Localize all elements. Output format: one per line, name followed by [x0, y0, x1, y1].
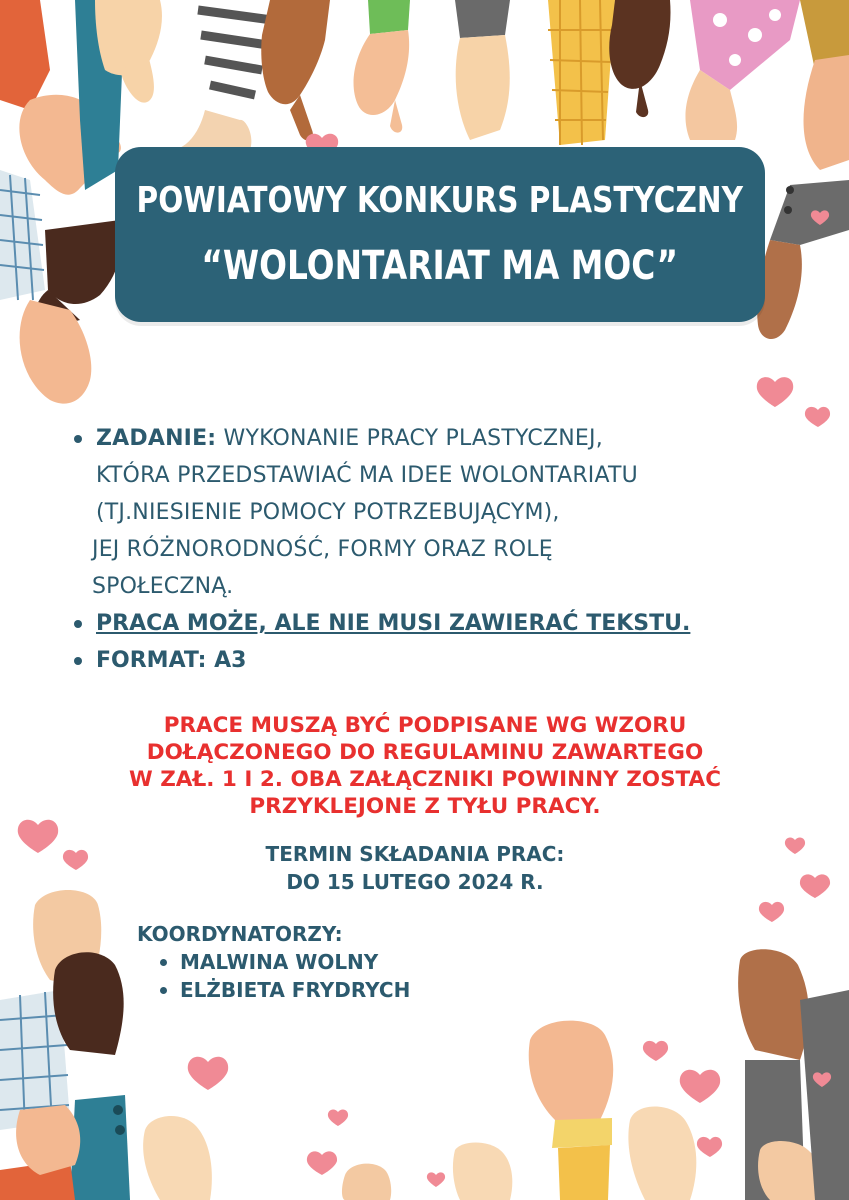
notice-line-1: PRACE MUSZĄ BYĆ PODPISANE WG WZORU	[163, 713, 687, 738]
task-line-1: WYKONANIE PRACY PLASTYCZNEJ,	[223, 426, 603, 451]
task-line-3: (TJ.NIESIENIE POMOCY POTRZEBUJĄCYM),	[96, 500, 560, 525]
format-item	[70, 642, 810, 679]
deadline-label: TERMIN SKŁADANIA PRAC:	[265, 842, 565, 866]
coordinators-title: KOORDYNATORZY:	[137, 922, 343, 946]
title-banner	[115, 147, 765, 322]
notice-line-2: DOŁĄCZONEGO DO REGULAMINU ZAWARTEGO	[146, 740, 704, 765]
signature-notice	[60, 712, 790, 820]
text-rule-item	[70, 605, 810, 642]
requirements-list	[70, 420, 810, 679]
deadline	[150, 840, 680, 896]
title-line-1: POWIATOWY KONKURS PLASTYCZNY	[136, 180, 744, 221]
format-text: FORMAT: A3	[96, 648, 247, 673]
notice-line-4: PRZYKLEJONE Z TYŁU PRACY.	[249, 794, 601, 819]
coordinator-name: MALWINA WOLNY	[158, 948, 410, 976]
task-item	[70, 420, 810, 605]
bottom-hands	[0, 890, 849, 1200]
text-rule: PRACA MOŻE, ALE NIE MUSI ZAWIERAĆ TEKSTU.	[96, 611, 691, 636]
task-line-2: KTÓRA PRZEDSTAWIAĆ MA IDEE WOLONTARIATU	[96, 463, 638, 488]
task-line-5: SPOŁECZNĄ.	[92, 574, 234, 599]
coordinator-name: ELŻBIETA FRYDRYCH	[158, 976, 410, 1004]
title-line-2: “WOLONTARIAT MA MOC”	[201, 243, 679, 289]
notice-line-3: W ZAŁ. 1 I 2. OBA ZAŁĄCZNIKI POWINNY ZOSTAĆ	[129, 767, 721, 792]
task-line-4: JEJ RÓŻNORODNOŚĆ, FORMY ORAZ ROLĘ	[92, 537, 553, 562]
deadline-date: DO 15 LUTEGO 2024 R.	[286, 870, 544, 894]
task-label: ZADANIE:	[96, 426, 217, 451]
coordinators-list	[158, 948, 410, 1004]
